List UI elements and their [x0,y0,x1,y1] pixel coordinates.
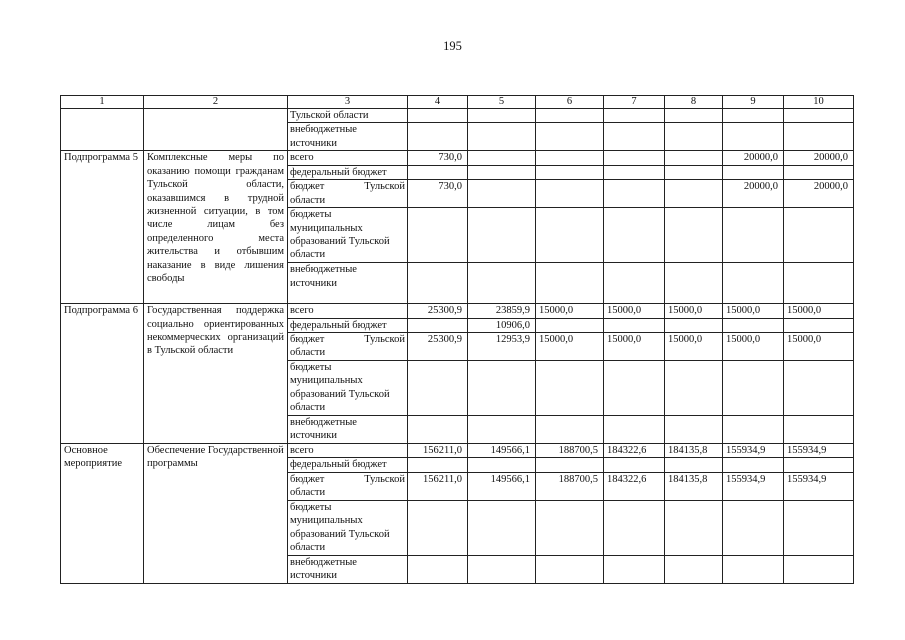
value-cell [408,318,468,332]
value-cell: 156211,0 [408,472,468,500]
value-cell [604,180,665,208]
value-cell: 730,0 [408,180,468,208]
value-cell [536,180,604,208]
value-cell: 23859,9 [468,304,536,318]
value-cell [408,165,468,179]
column-header: 4 [408,96,468,109]
source-label [288,472,408,500]
column-header: 5 [468,96,536,109]
column-header: 3 [288,96,408,109]
value-cell: 15000,0 [723,304,784,318]
source-label [288,333,408,361]
value-cell [784,165,854,179]
source-label-part: Тульской [364,334,405,346]
value-cell [723,318,784,332]
source-label: бюджеты муниципальных образований Тульской области [288,208,408,263]
value-cell [536,165,604,179]
value-cell [604,165,665,179]
value-cell: 155934,9 [723,444,784,458]
source-label: федеральный бюджет [288,318,408,332]
source-label-part: Тульской [364,473,405,485]
source-label: всего [288,304,408,318]
value-cell: 184135,8 [665,472,723,500]
program-kind: Основное мероприятие [61,444,144,584]
source-label: внебюджетные источники [288,416,408,444]
cell-empty [144,109,288,151]
value-cell: 155934,9 [784,444,854,458]
source-label: бюджеты муниципальных образований Тульской области [288,500,408,555]
value-cell: 155934,9 [784,472,854,500]
value-cell: 15000,0 [784,333,854,361]
value-cell [536,458,604,472]
value-cell [665,151,723,165]
column-header: 9 [723,96,784,109]
value-cell: 149566,1 [468,444,536,458]
value-cell [665,458,723,472]
column-header: 1 [61,96,144,109]
value-cell: 20000,0 [723,151,784,165]
value-cell [604,458,665,472]
column-header: 7 [604,96,665,109]
value-cell [536,151,604,165]
value-cell [723,165,784,179]
value-cell: 184322,6 [604,472,665,500]
column-header: 10 [784,96,854,109]
value-cell: 10906,0 [468,318,536,332]
page-number: 195 [443,39,462,53]
value-cell: 188700,5 [536,472,604,500]
value-cell [604,318,665,332]
value-cell [665,165,723,179]
column-header: 6 [536,96,604,109]
value-cell: 15000,0 [784,304,854,318]
value-cell: 20000,0 [784,151,854,165]
column-header: 8 [665,96,723,109]
source-label: федеральный бюджет [288,165,408,179]
value-cell: 155934,9 [723,472,784,500]
value-cell: 730,0 [408,151,468,165]
table-row [61,151,854,165]
source-label-part: области [290,487,326,499]
program-name: Обеспечение Государственной программы [144,444,288,584]
table-row [61,304,854,318]
value-cell: 188700,5 [536,444,604,458]
value-cell: 184135,8 [665,444,723,458]
program-kind: Подпрограмма 6 [61,304,144,444]
value-cell: 15000,0 [536,304,604,318]
table-header-row [61,96,854,109]
value-cell: 15000,0 [536,333,604,361]
source-label [288,180,408,208]
value-cell [665,180,723,208]
source-label: всего [288,151,408,165]
value-cell: 15000,0 [723,333,784,361]
source-label-part: области [290,347,326,359]
value-cell [604,151,665,165]
value-cell: 15000,0 [665,333,723,361]
value-cell [468,180,536,208]
source-label-part: бюджет [290,334,325,346]
value-cell: 15000,0 [604,304,665,318]
value-cell: 184322,6 [604,444,665,458]
value-cell: 15000,0 [604,333,665,361]
source-label-part: Тульской [364,181,405,193]
source-label: внебюджетные источники [288,263,408,304]
source-label: бюджеты муниципальных образований Тульской области [288,361,408,416]
budget-table [60,95,854,584]
table-row [61,109,854,123]
source-label: федеральный бюджет [288,458,408,472]
source-label-part: бюджет [290,473,325,485]
cell-empty [61,109,144,151]
column-header: 2 [144,96,288,109]
value-cell: 20000,0 [784,180,854,208]
table-row [61,444,854,458]
value-cell [784,458,854,472]
value-cell: 20000,0 [723,180,784,208]
source-label: внебюджетные источники [288,123,408,151]
source-label: всего [288,444,408,458]
value-cell: 15000,0 [665,304,723,318]
value-cell: 25300,9 [408,333,468,361]
value-cell [408,458,468,472]
value-cell [468,165,536,179]
value-cell: 149566,1 [468,472,536,500]
value-cell: 156211,0 [408,444,468,458]
value-cell: 12953,9 [468,333,536,361]
value-cell [536,318,604,332]
source-label: Тульской области [288,109,408,123]
source-label: внебюджетные источники [288,555,408,583]
value-cell [723,458,784,472]
source-label-part: области [290,194,326,206]
value-cell [468,151,536,165]
value-cell: 25300,9 [408,304,468,318]
program-name: Комплексные меры по оказанию помощи гражданам Тульской области, оказавшимся в трудной жизненной ситуации, в том числе лицам без определенного места жительства и отбывшим наказание в виде лишения свободы [144,151,288,304]
value-cell [784,318,854,332]
program-kind: Подпрограмма 5 [61,151,144,304]
program-name: Государственная поддержка социально ориентированных некоммерческих организаций в Тульской области [144,304,288,444]
source-label-part: бюджет [290,181,325,193]
value-cell [665,318,723,332]
value-cell [468,458,536,472]
